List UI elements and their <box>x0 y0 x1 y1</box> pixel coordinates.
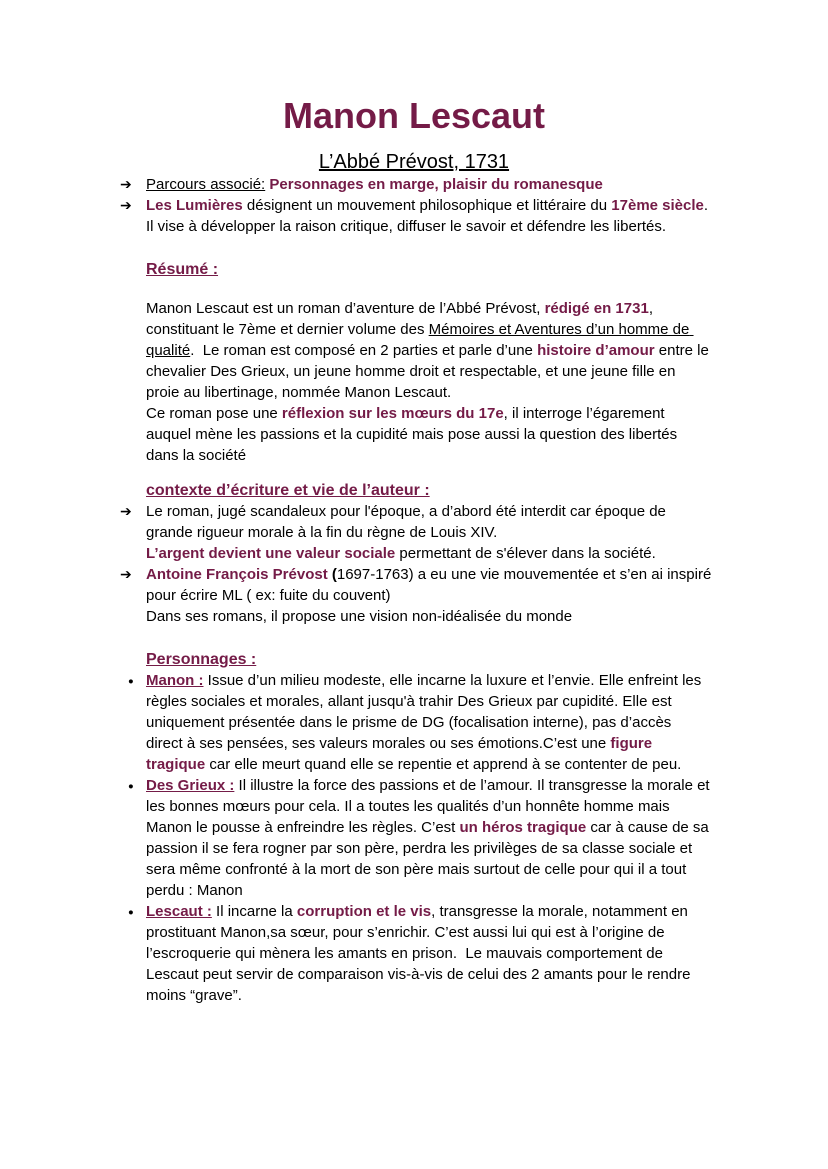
section-heading-text: Résumé : <box>146 261 219 278</box>
text-run: car elle meurt quand elle se repentie et apprend à se contenter de peu. <box>205 756 682 773</box>
text-run: . Il vise à développer la raison critique, diffuser le savoir et défendre les libertés. <box>146 197 713 235</box>
text-run: Ce roman pose une <box>146 405 282 422</box>
list-item <box>128 670 712 775</box>
list-item <box>120 564 716 627</box>
text-run: Issue d’un milieu modeste, elle incarne la luxure et l’envie. Elle enfreint les règles sociales et morales, allant jusqu'à trahir Des Grieux par cupidité. Elle est uniquement présentée dans le prisme de DG (focalisation interne), pas d’accès direct à ses pensées, ses valeurs morales ou ses émotions.C’est une <box>146 672 706 752</box>
text-run: Manon : <box>146 672 204 689</box>
section-heading-text: Personnages : <box>146 651 257 668</box>
title-block <box>0 96 828 174</box>
text-run: Lescaut : <box>146 903 212 920</box>
text-run: désignent un mouvement philosophique et littéraire du <box>242 197 612 214</box>
arrow-bullet-icon: ➔ <box>120 197 132 213</box>
text-run: entre le chevalier Des Grieux, un jeune homme droit et respectable, et une jeune fille en proie au libertinage, nommée Manon Lescaut. <box>146 342 713 401</box>
text-run: rédigé en 1731 <box>544 300 649 317</box>
bullet-list <box>128 670 714 1006</box>
document-subtitle <box>0 150 828 174</box>
text-run: L’argent devient une valeur sociale <box>146 545 396 562</box>
text-run: permettant de s'élever dans la société. <box>395 545 656 562</box>
text-run: Il incarne la <box>211 903 297 920</box>
arrow-list <box>120 501 716 627</box>
document-title: Manon Lescaut <box>282 95 546 136</box>
text-run: Le roman, jugé scandaleux pour l'époque, a d’abord été interdit car époque de grande rigueur morale à la fin du règne de Louis XIV. <box>146 503 671 541</box>
disc-bullet-icon: ● <box>128 781 134 792</box>
section-heading <box>146 480 712 501</box>
text-run: car à cause de sa passion il se fera rogner par son père, perdra les privilèges de sa classe sociale et sera même confronté à la mort de son père mais surtout de celle pour qui il a tout perdu : Manon <box>146 819 713 899</box>
arrow-bullet-icon: ➔ <box>120 503 132 519</box>
text-run: Mémoires et Aventures d’un homme de qualité <box>146 321 694 359</box>
text-run: ( <box>331 566 337 583</box>
list-item <box>120 195 713 237</box>
arrow-bullet-icon: ➔ <box>120 566 132 582</box>
section-heading <box>146 649 712 670</box>
text-run: . Le roman est composé en 2 parties et parle d’une <box>190 342 538 359</box>
text-run: 17ème siècle <box>611 197 704 214</box>
text-run: , constituant le 7ème et dernier volume des <box>146 300 658 338</box>
list-item <box>120 501 712 564</box>
text-run: Antoine François Prévost <box>146 566 332 583</box>
arrow-list <box>120 174 713 237</box>
text-run: Parcours associé: <box>146 176 266 193</box>
section-heading <box>146 259 712 280</box>
text-run: Des Grieux : <box>146 777 235 794</box>
text-run: corruption et le vis <box>296 903 432 920</box>
document-content <box>120 174 716 1006</box>
text-run: Dans ses romans, il propose une vision non-idéalisée du monde <box>146 608 573 625</box>
list-item <box>128 901 712 1006</box>
text-run: réflexion sur les mœurs du 17e <box>281 405 504 422</box>
text-run: , transgresse la morale, notamment en prostituant Manon,sa sœur, pour s’enrichir. C’est aussi lui qui est à l’origine de l’escroquerie qui mènera les amants en prison. Le mauvais comportement de Lescaut peut servir de comparaison vis-à-vis de celui des 2 amants pour le rendre moins “grave”. <box>146 903 695 1004</box>
arrow-bullet-icon: ➔ <box>120 176 132 192</box>
text-run: Manon Lescaut est un roman d’aventure de l’Abbé Prévost, <box>146 300 545 317</box>
paragraph <box>146 298 712 466</box>
text-run: Personnages en marge, plaisir du romanesque <box>269 176 603 193</box>
disc-bullet-icon: ● <box>128 907 134 918</box>
list-item <box>120 174 712 195</box>
text-run: 1697-1763) a eu une vie mouvementée et s’en ai inspiré pour écrire ML ( ex: fuite du couvent) <box>146 566 716 604</box>
text-run: un héros tragique <box>459 819 587 836</box>
text-run: , il interroge l’égarement auquel mène les passions et la cupidité mais pose aussi la question des libertés dans la société <box>146 405 682 464</box>
text-run: Les Lumières <box>146 197 243 214</box>
list-item <box>128 775 714 901</box>
section-heading-text: contexte d’écriture et vie de l’auteur : <box>146 482 430 499</box>
document-subtitle-text: L’Abbé Prévost, 1731 <box>318 151 510 173</box>
text-run: histoire d’amour <box>537 342 655 359</box>
text-run: figure tragique <box>146 735 657 773</box>
text-run: Il illustre la force des passions et de l’amour. Il transgresse la morale et les bonnes mœurs pour cela. Il a toutes les qualités d’un honnête homme mais Manon le pousse à enfreindre les règles. C’est <box>146 777 714 836</box>
disc-bullet-icon: ● <box>128 676 134 687</box>
